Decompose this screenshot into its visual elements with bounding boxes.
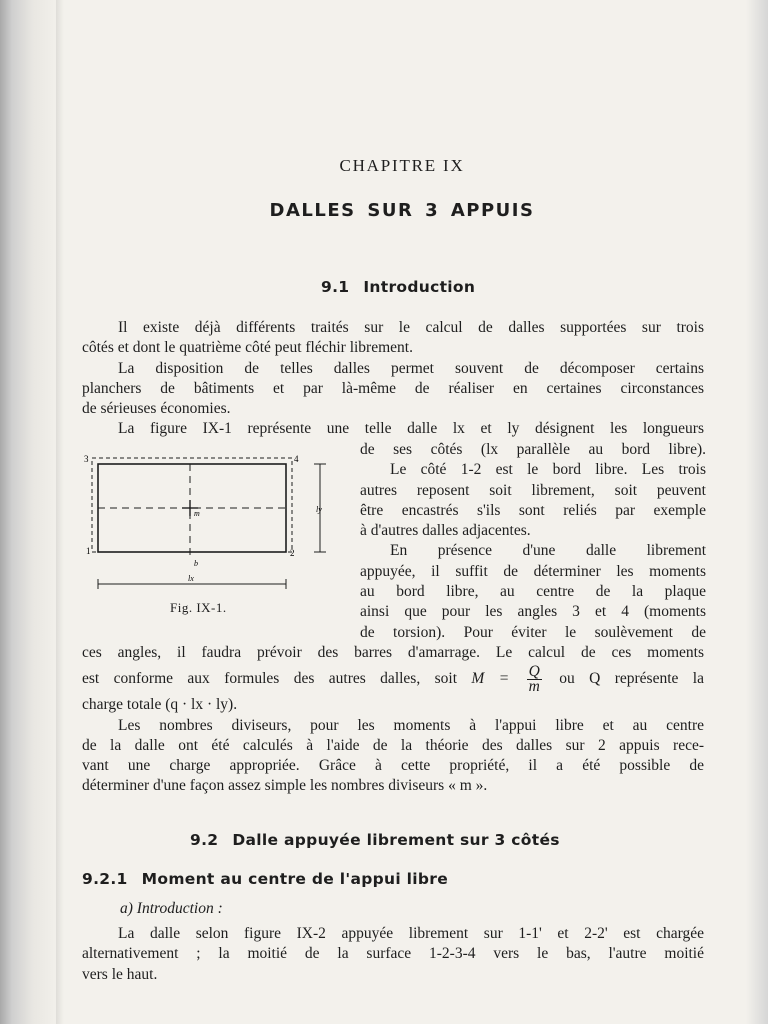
text-line: Le côté 1-2 est le bord libre. Les trois <box>390 461 706 479</box>
text-line: à d'autres dalles adjacentes. <box>360 522 531 540</box>
text-line: ces angles, il faudra prévoir des barres d'amarrage. Le calcul de ces moments <box>82 644 704 661</box>
text-line: au bord libre, au centre de la plaque <box>360 583 706 601</box>
text-line: En présence d'une dalle librement <box>390 542 706 560</box>
text-line: La dalle selon figure IX-2 appuyée librement sur 1-1' et 2-2' est chargée <box>118 925 704 942</box>
text-line: déterminer d'une façon assez simple les nombres diviseurs « m ». <box>82 777 488 795</box>
text-line: Les nombres diviseurs, pour les moments à l'appui libre et au centre <box>118 716 704 734</box>
text-line: de ses côtés (lx parallèle au bord libre). <box>360 441 706 458</box>
label-lx: lx <box>188 574 194 583</box>
label-ly: ly <box>316 505 322 514</box>
fraction-numerator: Q <box>528 663 540 681</box>
page-gutter-shadow <box>0 0 60 1024</box>
text-line: être encastrés s'ils sont reliés par exemple <box>360 501 706 519</box>
page-right-edge <box>746 0 768 1024</box>
label-m: m <box>194 509 200 518</box>
text-line: appuyée, il suffit de déterminer les moments <box>360 562 706 580</box>
text-line: côtés et dont le quatrième côté peut fléchir librement. <box>82 339 413 357</box>
corner-3-label: 3 <box>84 454 89 464</box>
formula-prefix: est conforme aux formules des autres dalles, soit <box>82 670 458 688</box>
section-number: 9.2 <box>190 831 219 849</box>
formula-suffix: ou Q représente la <box>559 670 704 688</box>
subsection-a-paragraph <box>82 924 704 985</box>
section-number: 9.2.1 <box>82 870 128 888</box>
text-line: autres reposent soit librement, soit peuvent <box>360 481 706 499</box>
figure-caption: Fig. IX-1. <box>170 600 227 615</box>
text-line: planchers de bâtiments et par là-même de réaliser en certaines circonstances <box>82 379 704 397</box>
intro-paragraph-3 <box>82 643 704 797</box>
text-line: vers le haut. <box>82 965 158 983</box>
formula-fraction <box>527 665 542 694</box>
text-line: La disposition de telles dalles permet souvent de décomposer certains <box>118 359 704 377</box>
text-line: de la dalle ont été calculés à l'aide de la théorie des dalles sur 2 appuis rece- <box>82 736 704 754</box>
intro-wrapped-text <box>360 440 706 643</box>
fraction-denominator: m <box>528 678 540 696</box>
section-9-2-1-heading <box>82 870 448 888</box>
corner-1-label: 1 <box>86 546 91 556</box>
section-title: Moment au centre de l'appui libre <box>141 870 449 888</box>
support-outline <box>92 458 292 552</box>
text-line: vant une charge appropriée. Grâce à cette propriété, il a été possible de <box>82 757 704 775</box>
text-line: charge totale (q · lx · ly). <box>82 696 238 714</box>
section-title: Dalle appuyée librement sur 3 côtés <box>232 831 560 849</box>
text-line: La figure IX-1 représente une telle dalle lx et ly désignent les longueurs <box>118 420 704 438</box>
text-line: de torsion). Pour éviter le soulèvement de <box>360 623 706 641</box>
section-9-2-heading <box>190 831 560 849</box>
page-edge <box>56 0 64 1024</box>
text-line: de sérieuses économies. <box>82 400 231 418</box>
section-title: Introduction <box>363 278 476 296</box>
label-b: b <box>194 559 198 568</box>
corner-2-label: 2 <box>290 548 295 558</box>
section-number: 9.1 <box>321 278 350 296</box>
formula-lhs: M = <box>471 670 510 688</box>
figure-ix-1 <box>84 450 344 600</box>
intro-paragraph-1 <box>82 318 704 440</box>
text-line: ainsi que pour les angles 3 et 4 (moments <box>360 603 706 621</box>
chapter-title: DALLES SUR 3 APPUIS <box>269 200 535 221</box>
text-line: Il existe déjà différents traités sur le calcul de dalles supportées sur trois <box>118 319 704 336</box>
chapter-label: CHAPITRE IX <box>339 156 465 175</box>
text-line: alternativement ; la moitié de la surface 1-2-3-4 vers le bas, l'autre moitié <box>82 945 704 963</box>
formula-line <box>82 663 704 695</box>
subsection-a-heading: a) Introduction : <box>120 900 223 917</box>
section-9-1-heading <box>321 278 475 296</box>
corner-4-label: 4 <box>294 454 299 464</box>
